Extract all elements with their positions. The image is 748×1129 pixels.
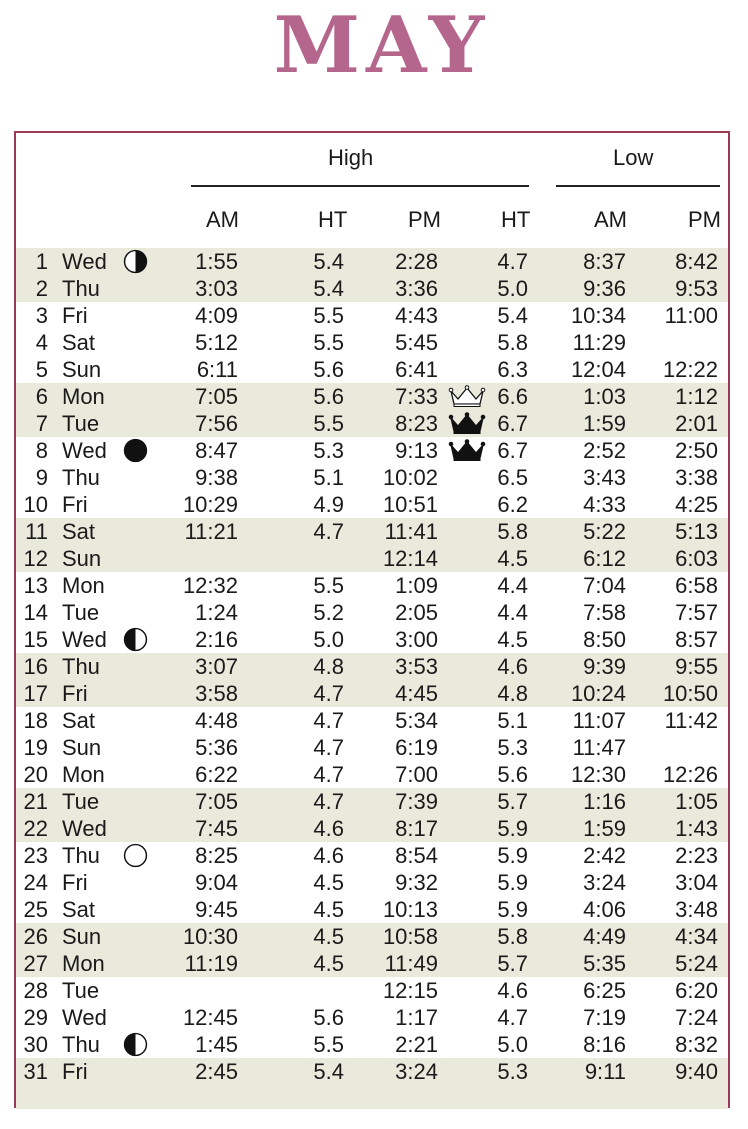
date-cell: 29 [23, 1005, 48, 1030]
high-pm-height: 6.6 [497, 384, 528, 409]
low-pm-time: 8:32 [675, 1032, 718, 1057]
day-cell: Thu [62, 276, 100, 301]
high-pm-time: 3:00 [395, 627, 438, 652]
table-row [16, 626, 728, 653]
high-pm-height: 4.4 [497, 573, 528, 598]
high-pm-time: 6:19 [395, 735, 438, 760]
high-am-height: 4.8 [313, 654, 344, 679]
high-am-height: 5.6 [313, 1005, 344, 1030]
high-pm-height: 5.3 [497, 735, 528, 760]
high-pm-time: 7:39 [395, 789, 438, 814]
table-row [16, 923, 728, 950]
date-cell: 15 [23, 627, 48, 652]
low-am-time: 1:59 [583, 411, 626, 436]
high-am-time: 12:32 [182, 573, 238, 598]
col-high-am: AM [206, 207, 239, 232]
day-cell: Thu [62, 465, 100, 490]
low-am-time: 7:58 [583, 600, 626, 625]
date-cell: 24 [23, 870, 48, 895]
high-am-time: 5:12 [195, 330, 238, 355]
date-cell: 19 [23, 735, 48, 760]
high-pm-height: 5.0 [497, 276, 528, 301]
low-pm-time: 1:12 [675, 384, 718, 409]
high-pm-time: 11:49 [384, 951, 438, 976]
low-pm-time: 10:50 [662, 681, 718, 706]
high-pm-time: 3:24 [395, 1059, 438, 1084]
high-am-height: 4.6 [313, 843, 344, 868]
high-am-height: 4.6 [313, 816, 344, 841]
day-cell: Wed [62, 438, 107, 463]
high-am-time: 5:36 [195, 735, 238, 760]
date-cell: 20 [23, 762, 48, 787]
date-cell: 17 [23, 681, 48, 706]
table-row [16, 950, 728, 977]
low-am-time: 1:16 [583, 789, 626, 814]
low-pm-time: 5:13 [675, 519, 718, 544]
last-quarter-moon-icon [123, 627, 148, 652]
low-am-time: 5:22 [583, 519, 626, 544]
day-cell: Mon [62, 951, 105, 976]
table-row [16, 383, 728, 410]
low-header: Low [613, 145, 654, 170]
low-pm-time: 2:50 [675, 438, 718, 463]
col-high-am-ht: HT [318, 207, 348, 232]
day-cell: Thu [62, 843, 100, 868]
page-title: MAY [273, 0, 491, 91]
high-pm-time: 12:14 [382, 546, 438, 571]
low-pm-time: 8:42 [675, 249, 718, 274]
high-am-time: 2:16 [195, 627, 238, 652]
high-am-height: 4.5 [313, 870, 344, 895]
tide-rows [16, 248, 728, 1109]
day-cell: Wed [62, 627, 107, 652]
low-pm-time: 7:24 [675, 1005, 718, 1030]
day-cell: Fri [62, 681, 88, 706]
date-cell: 13 [23, 573, 48, 598]
date-cell: 21 [23, 789, 48, 814]
high-am-height: 5.0 [313, 627, 344, 652]
table-row [16, 437, 728, 464]
high-am-time: 7:45 [195, 816, 238, 841]
high-pm-time: 9:13 [395, 438, 438, 463]
date-cell: 6 [35, 384, 48, 409]
day-cell: Fri [62, 492, 88, 517]
high-am-time: 6:22 [195, 762, 238, 787]
high-am-height: 5.4 [313, 276, 344, 301]
low-am-time: 8:37 [583, 249, 626, 274]
low-rule [556, 185, 720, 187]
high-pm-time: 4:43 [395, 303, 438, 328]
day-cell: Sat [62, 897, 96, 922]
high-am-time: 10:29 [182, 492, 238, 517]
crown-outline-icon [448, 385, 486, 407]
day-cell: Sun [62, 357, 102, 382]
low-am-time: 4:06 [583, 897, 626, 922]
low-am-time: 12:04 [570, 357, 626, 382]
date-cell: 22 [23, 816, 48, 841]
high-am-time: 6:11 [196, 357, 238, 382]
high-am-height: 4.5 [313, 951, 344, 976]
col-high-pm-ht: HT [501, 207, 531, 232]
low-pm-time: 4:34 [675, 924, 718, 949]
low-pm-time: 9:53 [675, 276, 718, 301]
table-row [16, 842, 728, 869]
date-cell: 31 [23, 1059, 48, 1084]
high-am-height: 4.7 [313, 762, 344, 787]
high-am-height: 5.5 [313, 330, 344, 355]
day-cell: Fri [62, 1059, 88, 1084]
high-am-height: 5.2 [313, 600, 344, 625]
high-pm-height: 4.5 [497, 627, 528, 652]
low-am-time: 8:16 [583, 1032, 626, 1057]
high-am-height: 5.5 [313, 303, 344, 328]
high-am-height: 4.7 [313, 708, 344, 733]
table-row [16, 896, 728, 923]
high-pm-height: 5.8 [497, 519, 528, 544]
high-am-time: 11:21 [184, 519, 238, 544]
high-pm-height: 5.8 [497, 924, 528, 949]
low-pm-time: 6:20 [675, 978, 718, 1003]
high-pm-height: 4.4 [497, 600, 528, 625]
high-pm-time: 5:45 [395, 330, 438, 355]
high-am-height: 5.5 [313, 1032, 344, 1057]
high-pm-height: 5.9 [497, 816, 528, 841]
high-pm-height: 6.5 [497, 465, 528, 490]
high-am-time: 7:05 [195, 384, 238, 409]
high-am-height: 5.6 [313, 357, 344, 382]
low-pm-time: 4:25 [675, 492, 718, 517]
day-cell: Tue [62, 789, 100, 814]
high-am-time: 4:48 [195, 708, 238, 733]
high-am-time: 3:07 [195, 654, 238, 679]
low-am-time: 11:29 [572, 330, 626, 355]
day-cell: Sat [62, 519, 96, 544]
high-rule [191, 185, 529, 187]
date-cell: 4 [35, 330, 48, 355]
high-am-height: 5.6 [313, 384, 344, 409]
high-am-time: 3:03 [195, 276, 238, 301]
table-row [16, 680, 728, 707]
low-am-time: 1:03 [583, 384, 626, 409]
table-row [16, 1031, 728, 1058]
date-cell: 12 [23, 546, 48, 571]
day-cell: Fri [62, 303, 88, 328]
low-pm-time: 7:57 [675, 600, 718, 625]
low-pm-time: 12:22 [662, 357, 718, 382]
high-pm-time: 1:17 [395, 1005, 438, 1030]
high-pm-time: 7:33 [395, 384, 438, 409]
high-pm-height: 5.9 [497, 897, 528, 922]
day-cell: Wed [62, 249, 107, 274]
date-cell: 1 [35, 249, 48, 274]
high-pm-height: 5.6 [497, 762, 528, 787]
date-cell: 23 [23, 843, 48, 868]
date-cell: 11 [25, 519, 48, 544]
high-am-height: 4.7 [313, 735, 344, 760]
day-cell: Tue [62, 978, 100, 1003]
table-row [16, 707, 728, 734]
table-row [16, 329, 728, 356]
high-am-height: 4.5 [313, 897, 344, 922]
high-pm-time: 5:34 [395, 708, 438, 733]
high-am-height: 4.9 [313, 492, 344, 517]
table-row [16, 815, 728, 842]
table-row [16, 410, 728, 437]
last-quarter-moon-icon [123, 1032, 148, 1057]
table-row [16, 545, 728, 572]
table-row [16, 653, 728, 680]
high-pm-time: 8:17 [395, 816, 438, 841]
low-am-time: 7:19 [583, 1005, 626, 1030]
low-am-time: 5:35 [583, 951, 626, 976]
table-row [16, 464, 728, 491]
low-am-time: 8:50 [583, 627, 626, 652]
high-pm-height: 5.1 [497, 708, 528, 733]
high-pm-time: 9:32 [395, 870, 438, 895]
day-cell: Sun [62, 546, 102, 571]
crown-filled-icon [448, 439, 486, 461]
table-row [16, 275, 728, 302]
table-row [16, 248, 728, 275]
high-pm-time: 2:21 [395, 1032, 438, 1057]
col-low-pm: PM [688, 207, 721, 232]
day-cell: Thu [62, 654, 100, 679]
low-am-time: 12:30 [570, 762, 626, 787]
high-pm-time: 2:28 [395, 249, 438, 274]
low-pm-time: 2:01 [675, 411, 718, 436]
low-am-time: 9:36 [583, 276, 626, 301]
col-low-am: AM [594, 207, 627, 232]
date-cell: 28 [23, 978, 48, 1003]
day-cell: Sat [62, 330, 96, 355]
high-am-height: 4.7 [313, 789, 344, 814]
high-pm-height: 4.8 [497, 681, 528, 706]
day-cell: Sun [62, 735, 102, 760]
date-cell: 27 [23, 951, 48, 976]
day-cell: Mon [62, 762, 105, 787]
full-moon-icon [123, 843, 148, 868]
low-am-time: 4:33 [583, 492, 626, 517]
high-am-time: 11:19 [184, 951, 238, 976]
low-pm-time: 12:26 [662, 762, 718, 787]
low-am-time: 9:39 [583, 654, 626, 679]
high-pm-height: 5.7 [497, 951, 528, 976]
table-row [16, 572, 728, 599]
low-am-time: 7:04 [583, 573, 626, 598]
low-am-time: 3:43 [583, 465, 626, 490]
high-am-height: 5.5 [313, 573, 344, 598]
day-cell: Mon [62, 384, 105, 409]
low-am-time: 10:34 [570, 303, 626, 328]
low-pm-time: 5:24 [675, 951, 718, 976]
low-pm-time: 3:48 [675, 897, 718, 922]
high-pm-height: 4.5 [497, 546, 528, 571]
high-pm-height: 4.6 [497, 654, 528, 679]
high-am-time: 8:47 [195, 438, 238, 463]
date-cell: 8 [35, 438, 48, 463]
table-row [16, 734, 728, 761]
high-pm-height: 5.3 [497, 1059, 528, 1084]
date-cell: 9 [35, 465, 48, 490]
high-pm-time: 10:02 [382, 465, 438, 490]
high-pm-height: 4.7 [497, 1005, 528, 1030]
low-am-time: 11:07 [572, 708, 626, 733]
high-am-height: 5.1 [313, 465, 344, 490]
low-am-time: 2:52 [583, 438, 626, 463]
high-am-time: 10:30 [182, 924, 238, 949]
high-pm-height: 5.9 [497, 843, 528, 868]
high-pm-height: 6.7 [497, 411, 528, 436]
date-cell: 18 [23, 708, 48, 733]
high-am-time: 12:45 [182, 1005, 238, 1030]
high-am-time: 2:45 [195, 1059, 238, 1084]
date-cell: 2 [35, 276, 48, 301]
low-pm-time: 6:03 [675, 546, 718, 571]
high-am-height: 4.5 [313, 924, 344, 949]
table-row [16, 518, 728, 545]
high-pm-time: 6:41 [395, 357, 438, 382]
high-am-height: 5.4 [313, 249, 344, 274]
high-am-height: 5.4 [313, 1059, 344, 1084]
high-am-time: 1:45 [195, 1032, 238, 1057]
low-am-time: 9:11 [584, 1059, 626, 1084]
low-pm-time: 1:43 [675, 816, 718, 841]
low-am-time: 4:49 [583, 924, 626, 949]
high-am-time: 7:05 [195, 789, 238, 814]
table-row [16, 491, 728, 518]
low-am-time: 10:24 [570, 681, 626, 706]
high-am-time: 9:38 [195, 465, 238, 490]
high-pm-height: 4.7 [497, 249, 528, 274]
high-pm-height: 5.8 [497, 330, 528, 355]
table-row [16, 1058, 728, 1109]
high-am-height: 4.7 [313, 519, 344, 544]
high-am-time: 9:04 [195, 870, 238, 895]
low-pm-time: 9:55 [675, 654, 718, 679]
high-am-time: 9:45 [195, 897, 238, 922]
high-pm-time: 10:58 [382, 924, 438, 949]
high-pm-height: 5.0 [497, 1032, 528, 1057]
table-row [16, 356, 728, 383]
low-am-time: 11:47 [572, 735, 626, 760]
day-cell: Tue [62, 411, 100, 436]
tide-table [14, 131, 730, 1108]
low-am-time: 2:42 [583, 843, 626, 868]
table-row [16, 302, 728, 329]
low-pm-time: 2:23 [675, 843, 718, 868]
new-moon-icon [123, 438, 148, 463]
low-am-time: 6:25 [583, 978, 626, 1003]
high-pm-height: 4.6 [497, 978, 528, 1003]
high-pm-height: 5.7 [497, 789, 528, 814]
date-cell: 10 [23, 492, 48, 517]
low-am-time: 6:12 [583, 546, 626, 571]
high-am-time: 3:58 [195, 681, 238, 706]
high-pm-height: 6.3 [497, 357, 528, 382]
high-pm-height: 5.4 [497, 303, 528, 328]
high-pm-time: 10:13 [382, 897, 438, 922]
date-cell: 25 [23, 897, 48, 922]
table-row [16, 761, 728, 788]
day-cell: Wed [62, 1005, 107, 1030]
day-cell: Wed [62, 816, 107, 841]
low-pm-time: 3:04 [675, 870, 718, 895]
low-pm-time: 3:38 [675, 465, 718, 490]
high-pm-time: 8:23 [395, 411, 438, 436]
day-cell: Mon [62, 573, 105, 598]
table-row [16, 599, 728, 626]
high-am-time: 4:09 [195, 303, 238, 328]
date-cell: 30 [23, 1032, 48, 1057]
day-cell: Thu [62, 1032, 100, 1057]
high-am-height: 4.7 [313, 681, 344, 706]
high-am-time: 1:24 [195, 600, 238, 625]
low-am-time: 3:24 [583, 870, 626, 895]
table-row [16, 788, 728, 815]
high-pm-time: 1:09 [395, 573, 438, 598]
high-pm-height: 6.7 [497, 438, 528, 463]
table-row [16, 977, 728, 1004]
high-am-time: 7:56 [195, 411, 238, 436]
col-high-pm: PM [408, 207, 441, 232]
table-row [16, 869, 728, 896]
high-pm-time: 4:45 [395, 681, 438, 706]
low-pm-time: 11:42 [664, 708, 718, 733]
date-cell: 26 [23, 924, 48, 949]
high-pm-time: 7:00 [395, 762, 438, 787]
high-pm-time: 11:41 [384, 519, 438, 544]
low-pm-time: 11:00 [664, 303, 718, 328]
day-cell: Fri [62, 870, 88, 895]
day-cell: Tue [62, 600, 100, 625]
day-cell: Sat [62, 708, 96, 733]
first-quarter-moon-icon [123, 249, 148, 274]
low-pm-time: 9:40 [675, 1059, 718, 1084]
date-cell: 16 [23, 654, 48, 679]
crown-filled-icon [448, 412, 486, 434]
low-pm-time: 1:05 [675, 789, 718, 814]
high-pm-time: 2:05 [395, 600, 438, 625]
high-pm-time: 3:36 [395, 276, 438, 301]
low-am-time: 1:59 [583, 816, 626, 841]
high-pm-time: 3:53 [395, 654, 438, 679]
day-cell: Sun [62, 924, 102, 949]
date-cell: 7 [35, 411, 48, 436]
high-header: High [328, 145, 374, 170]
low-pm-time: 8:57 [675, 627, 718, 652]
date-cell: 5 [35, 357, 48, 382]
high-pm-height: 5.9 [497, 870, 528, 895]
high-am-time: 8:25 [195, 843, 238, 868]
high-am-height: 5.3 [313, 438, 344, 463]
high-am-time: 1:55 [195, 249, 238, 274]
high-pm-time: 8:54 [395, 843, 438, 868]
date-cell: 3 [35, 303, 48, 328]
high-am-height: 5.5 [313, 411, 344, 436]
high-pm-time: 12:15 [382, 978, 438, 1003]
date-cell: 14 [23, 600, 48, 625]
low-pm-time: 6:58 [675, 573, 718, 598]
high-pm-height: 6.2 [497, 492, 528, 517]
table-row [16, 1004, 728, 1031]
high-pm-time: 10:51 [382, 492, 438, 517]
